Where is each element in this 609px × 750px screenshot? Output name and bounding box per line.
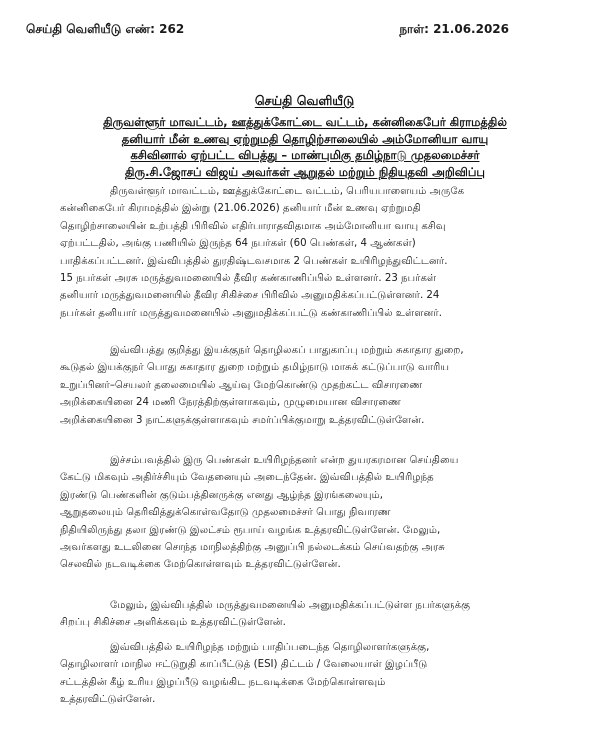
subject-heading [70, 114, 540, 180]
paragraph-incident [60, 183, 555, 322]
paragraph-inquiry [60, 342, 555, 429]
subject-line: திரு.சி.ஜோசப் விஜய் அவர்கள் ஆறுதல் மற்றும் நிதியுதவி அறிவிப்பு [125, 164, 485, 179]
paragraph-line: சிறப்பு சிகிச்சை அளிக்கவும் உத்தரவிட்டுள்ளேன். [60, 617, 286, 629]
subject-line: தனியார் மீன் உணவு ஏற்றுமதி தொழிற்சாலையில் அம்மோனியா வாயு [121, 131, 489, 146]
paragraph-line: நபர்கள் தனியார் மருத்துவமனையில் அனுமதிக்கப்பட்டு கண்காணிப்பில் உள்ளனர். [60, 307, 442, 319]
paragraph-line: ஏற்பட்டதில், அங்கு பணியில் இருந்த 64 நபர்கள் (60 பெண்கள், 4 ஆண்கள்) [60, 238, 416, 250]
paragraph-line: தனியார் மருத்துவமனையில் தீவிர சிகிச்சை பிரிவில் அனுமதிக்கப்பட்டுள்ளனர். 24 [60, 290, 440, 302]
paragraph-line: சட்டத்தின் கீழ் உரிய இழப்பீடு வழங்கிட நடவடிக்கை மேற்கொள்ளவும் [60, 676, 386, 688]
paragraph-line: இவ்விபத்தில் உயிரிழந்த மற்றும் பாதிப்படைந்த தொழிலாளர்களுக்கு, [110, 642, 430, 653]
paragraph-line: உறுப்பினர்–செயலர் தலைமையில் ஆய்வு மேற்கொண்டு முதற்கட்ட விசாரணை [60, 379, 423, 391]
subject-line: திருவள்ளூர் மாவட்டம், ஊத்துக்கோட்டை வட்டம், கன்னிகைபேர் கிராமத்தில் [103, 115, 507, 129]
paragraph-line: நிதியிலிருந்து தலா இரண்டு இலட்சம் ரூபாய் வழங்க உத்தரவிட்டுள்ளேன். மேலும், [60, 524, 441, 536]
paragraph-line: இவ்விபத்து குறித்து இயக்குநர் தொழிலகப் பாதுகாப்பு மற்றும் சுகாதார துறை, [110, 345, 464, 356]
subject-line: கசிவினால் ஏற்பட்ட விபத்து – மாண்புமிகு தமிழ்நாடு முதலமைச்சர் [130, 148, 480, 162]
paragraph-line: மேலும், இவ்விபத்தில் மருத்துவமனையில் அனுமதிக்கப்பட்டுள்ள நபர்களுக்கு [110, 600, 471, 611]
paragraph-line: பாதிக்கப்பட்டனர். இவ்விபத்தில் துரதிஷ்டவசமாக 2 பெண்கள் உயிரிழந்துவிட்டனர். [60, 255, 448, 267]
paragraph-line: அவர்களது உடலினை சொந்த மாநிலத்திற்கு அனுப்பி நல்லடக்கம் செய்வதற்கு அரசு [60, 542, 445, 554]
paragraph-line: அறிக்கையினை 24 மணி நேரத்திற்குள்ளாகவும், முழுமையான விசாரணை [60, 397, 401, 409]
paragraph-line: செலவில் நடவடிக்கை மேற்கொள்ளவும் உத்தரவிட்டுள்ளேன். [60, 559, 341, 571]
release-number: செய்தி வெளியீடு எண்: 262 [26, 22, 185, 36]
paragraph-line: இச்சம்பவத்தில் இரு பெண்கள் உயிரிழந்தனர் என்ற துயரகரமான செய்தியை [110, 455, 459, 466]
paragraph-treatment [60, 597, 555, 632]
paragraph-line: திருவள்ளூர் மாவட்டம், ஊத்துக்கோட்டை வட்டம், பெரியபாளையம் அருகே [110, 186, 465, 197]
paragraph-line: கூடுதல் இயக்குநர் பொது சுகாதார துறை மற்றும் தமிழ்நாடு மாசுக் கட்டுப்பாடு வாரிய [60, 362, 450, 374]
release-date: நாள்: 21.06.2026 [399, 22, 509, 36]
paragraph-line: கேட்டு மிகவும் அதிர்ச்சியும் வேதனையும் அடைந்தேன். இவ்விபத்தில் உயிரிழந்த [60, 472, 434, 484]
paragraph-line: ஆறுதலையும் தெரிவித்துக்கொள்வதோடு முதலமைச்சர் பொது நிவாரண [60, 507, 391, 519]
paragraph-line: கன்னிகைபேர் கிராமத்தில் இன்று (21.06.2026) தனியார் மீன் உணவு ஏற்றுமதி [60, 203, 421, 215]
paragraph-line: தொழிலாளர் மாநில ஈட்டுறுதி காப்பீட்டுத் (ESI) திட்டம் / வேலையாள் இழப்பீடு [60, 659, 428, 671]
paragraph-line: 15 நபர்கள் அரசு மருத்துவமனையில் தீவிர கண்காணிப்பில் உள்ளனர். 23 நபர்கள் [60, 273, 437, 285]
paragraph-line: தொழிற்சாலையின் உற்பத்தி பிரிவில் எதிர்பாராதவிதமாக அம்மோனியா வாயு கசிவு [60, 220, 446, 232]
paragraph-line: இரண்டு பெண்களின் குடும்பத்தினருக்கு எனது ஆழ்ந்த இரங்கலையும், [60, 489, 384, 501]
paragraph-compensation [60, 639, 555, 709]
paragraph-line: அறிக்கையினை 3 நாட்களுக்குள்ளாகவும் சமர்ப்பிக்குமாறு உத்தரவிட்டுள்ளேன். [60, 414, 425, 426]
paragraph-condolence [60, 452, 555, 574]
document-header [24, 22, 585, 40]
document-title: செய்தி வெளியீடு [254, 93, 355, 108]
paragraph-line: உத்தரவிட்டுள்ளேன். [60, 694, 156, 706]
